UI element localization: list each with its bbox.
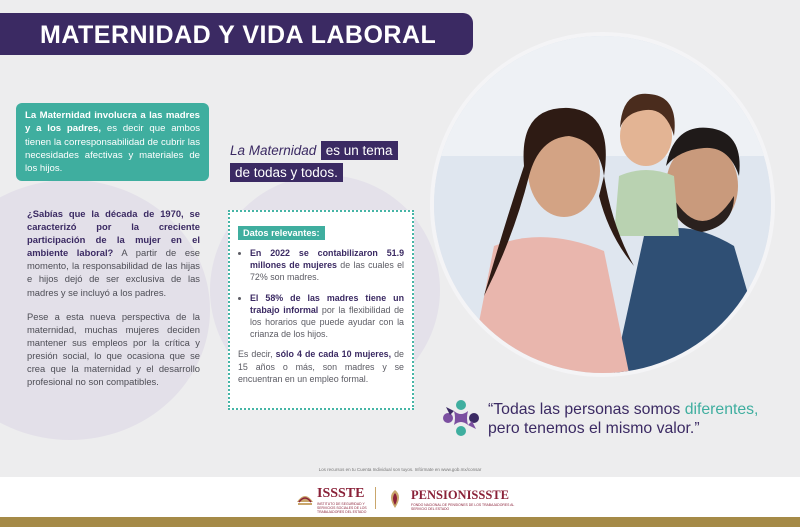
history-answer: A partir de ese momento, la responsabilidad de las hijas e hijos dejó de ser exclusiva de las madres y se incluyó a los padres. (27, 247, 200, 298)
quote-part-1: “Todas las personas somos (488, 401, 685, 418)
tagline-italic: La Maternidad (230, 143, 317, 158)
datos-summary: Es decir, sólo 4 de cada 10 mujeres, de 15 años o más, son madres y se encuentran en un empleo formal. (238, 349, 404, 384)
issste-subtitle: INSTITUTO DE SEGURIDAD Y SERVICIOS SOCIALES DE LOS TRABAJADORES DEL ESTADO (317, 502, 367, 514)
tagline-highlight-1: es un tema (321, 141, 398, 160)
pensionissste-subtitle: FONDO NACIONAL DE PENSIONES DE LOS TRABAJADORES AL SERVICIO DEL ESTADO (411, 503, 515, 511)
intro-box (16, 103, 209, 181)
family-photo (430, 32, 775, 377)
puzzle-people-icon (440, 397, 482, 439)
issste-logo (295, 488, 365, 512)
tagline-highlight-2: de todas y todos. (230, 163, 343, 182)
datos-item: • El 58% de las madres tiene un trabajo informal por la flexibilidad de los horarios que puede ayudar con la crianza de los hijos. (250, 292, 404, 341)
tagline (230, 141, 440, 182)
perspective-paragraph: Pese a esta nueva perspectiva de la maternidad, muchas mujeres deciden mantener sus empleos por la crítica y presión social, lo que ocasiona que se crea que la maternidad y el desarrollo profesional no son compatibles. (27, 310, 200, 388)
logo-divider (375, 487, 376, 509)
issste-emblem-icon (295, 488, 315, 508)
quote-highlight: diferentes, (684, 401, 759, 418)
pensionissste-logo (383, 488, 523, 512)
pensionissste-emblem-icon (383, 488, 407, 510)
footer-note: Los recursos en tu Cuenta Individual son tuyos. Infórmate en www.gob.mx/consar (318, 467, 482, 472)
datos-item: • En 2022 se contabilizaron 51.9 millones de mujeres de las cuales el 72% son madres. (250, 247, 404, 284)
issste-name: ISSSTE (317, 486, 365, 501)
history-text (27, 207, 200, 399)
quote-part-2: pero tenemos el mismo valor.” (488, 420, 700, 437)
datos-relevantes-box (228, 210, 414, 410)
history-question: ¿Sabías que la década de 1970, se caracterizó por la creciente participación de la mujer en el ambiente laboral? (27, 208, 200, 259)
intro-bold: La Maternidad involucra a las madres y a los padres, (25, 110, 200, 135)
pensionissste-name: PENSIONISSSTE (411, 488, 509, 502)
page-title: MATERNIDAD Y VIDA LABORAL (40, 21, 437, 49)
footer-gold-bar (0, 517, 800, 527)
datos-label: Datos relevantes: (238, 226, 325, 240)
title-banner (0, 13, 473, 55)
footer (0, 477, 800, 517)
intro-text: es decir que ambos tienen la corresponsabilidad de cubrir las necesidades afectivas y materiales de los hijos. (25, 123, 201, 175)
quote (488, 400, 788, 438)
